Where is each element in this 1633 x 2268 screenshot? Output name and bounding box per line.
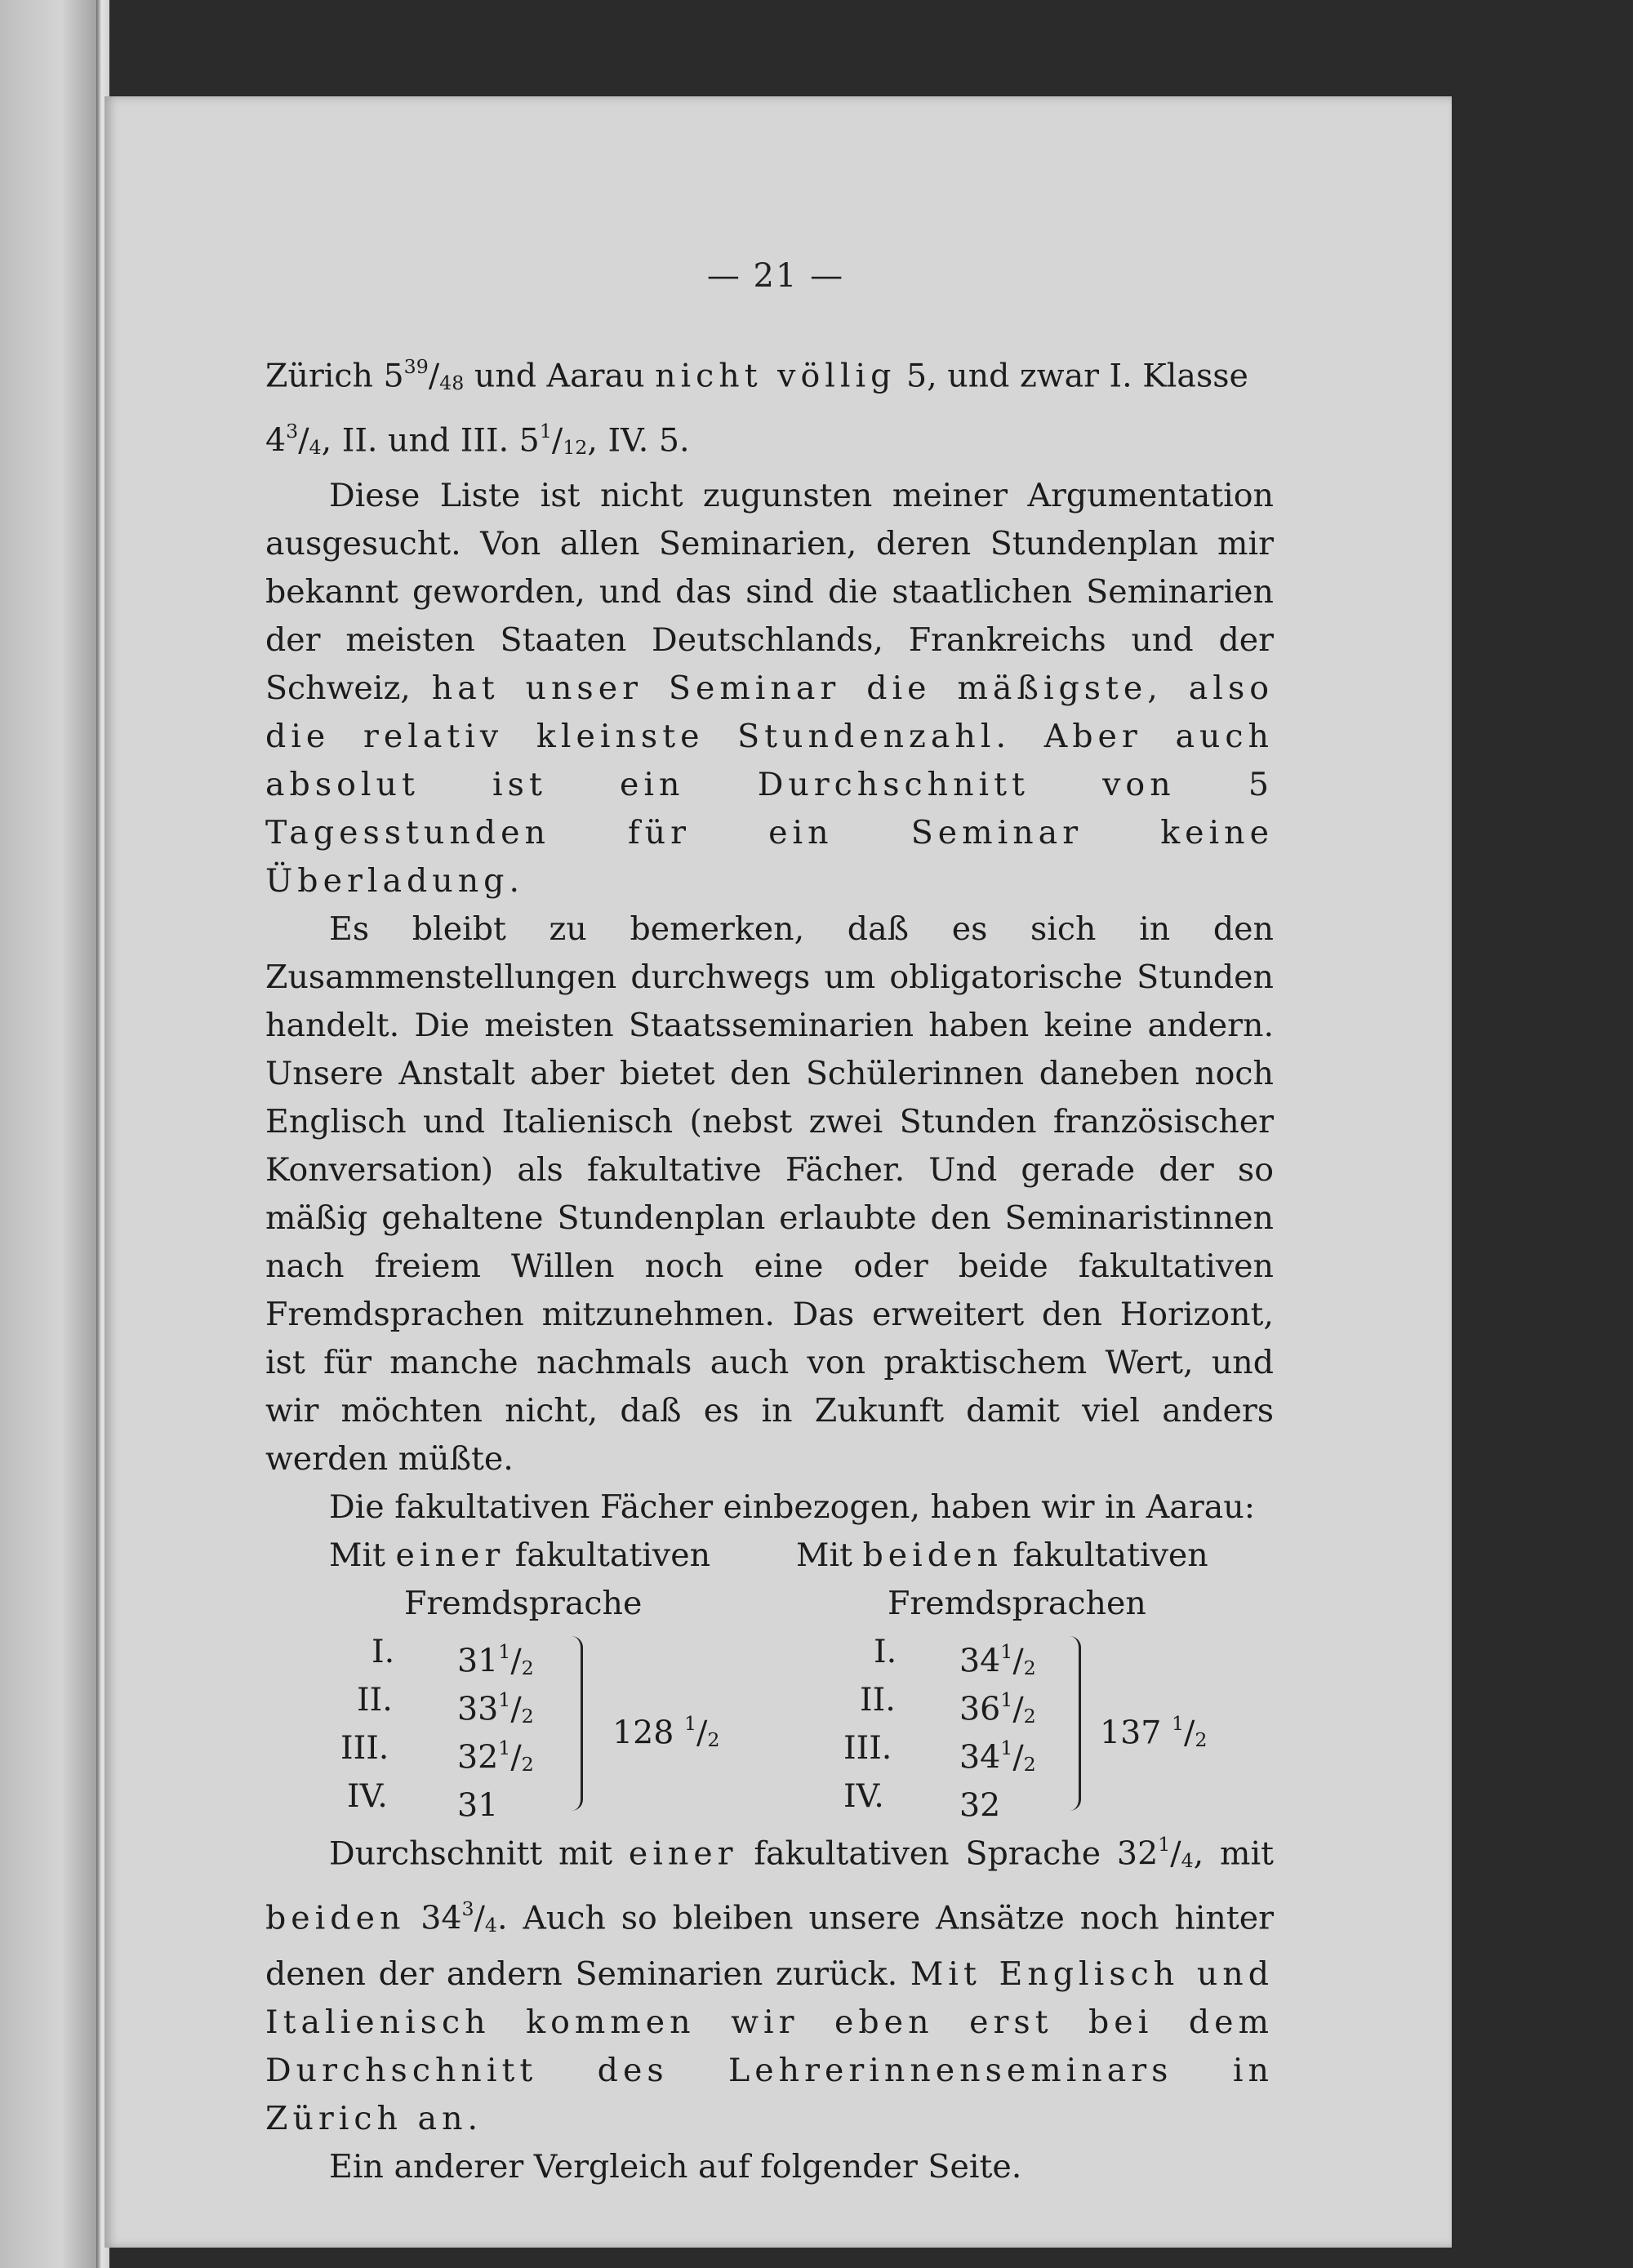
paragraph-3: Es bleibt zu bemerken, daß es sich in den Zusammenstellungen durchwegs um obligatorische Stunden handelt. Die meisten Staatsseminarien haben keine andern. Unsere Anstalt aber bietet den Schülerinnen daneben noch Englisch und Italienisch (nebst zwei Stunden französischer Konversation) als fakultative Fächer. Und gerade der so mäßig gehaltene Stundenplan erlaubte den Seminaristinnen nach freiem Willen noch eine oder beide fakultativen Fremdsprachen mitzunehmen. Das erweitert den Horizont, ist für manche nachmals auch von praktischem Wert, und wir möchten nicht, daß es in Zukunft damit viel anders werden müßte. (265, 910, 1274, 1479)
left-total: 128 $^1/_2$ (612, 1712, 720, 1752)
page-number: — 21 — (706, 257, 845, 295)
paragraph-2: Diese Liste ist nicht zugunsten meiner Argumentation ausgesucht. Von allen Seminarien, deren Stundenplan mir bekannt geworden, und das sind die staatlichen Seminarien der meisten Staaten Deutschlands, Frankreichs und der Schweiz, hat unser Seminar die mäßigste, also die relativ kleinste Stundenzahl. Aber auch absolut ist ein Durchschnitt von 5 Tagesstunden für ein Seminar keine Überladung. (265, 477, 1274, 901)
left-brace (569, 1636, 583, 1811)
facing-page-edge (0, 0, 102, 2268)
paragraph-5: Durchschnitt mit einer fakultativen Sprache $32^1/_4$, mit beiden $34^3/_4$. Auch so bleiben unsere Ansätze noch hinter denen der andern Seminarien zurück. Mit Englisch und Italienisch kommen wir eben erst bei dem Durchschnitt des Lehrerinnenseminars in Zürich an. (265, 1833, 1275, 2137)
hours-table: I. $31^1/_2$ II. $33^1/_2$ III. $32^1/_2$ IV. 31 128 $^1/_2$ I. $34^1/_2$ II. $36^1/_2$ III. $34^1/_2$ IV. 32 137 $^1/_2$ (340, 1633, 1208, 1825)
paragraph-6: Ein anderer Vergleich auf folgender Seite. (329, 2147, 1022, 2186)
paragraph-1: Zürich $5^{39}/_{48}$ und Aarau nicht völlig 5, und zwar I. Klasse $4^3/_4$, II. und III. $5^1/_{12}$, IV. 5. (265, 355, 1248, 460)
left-column-heading: Mit einer fakultativen (329, 1536, 711, 1575)
left-column-subheading: Fremdsprache (404, 1585, 643, 1623)
right-brace (1067, 1636, 1081, 1811)
paragraph-4: Die fakultativen Fächer einbezogen, haben wir in Aarau: (329, 1488, 1256, 1527)
right-total: 137 $^1/_2$ (1100, 1712, 1208, 1752)
page-body (265, 343, 1274, 2191)
right-column-heading: Mit beiden fakultativen (796, 1536, 1208, 1575)
table-headers (265, 1532, 1274, 1628)
right-column-subheading: Fremdsprachen (888, 1585, 1146, 1623)
